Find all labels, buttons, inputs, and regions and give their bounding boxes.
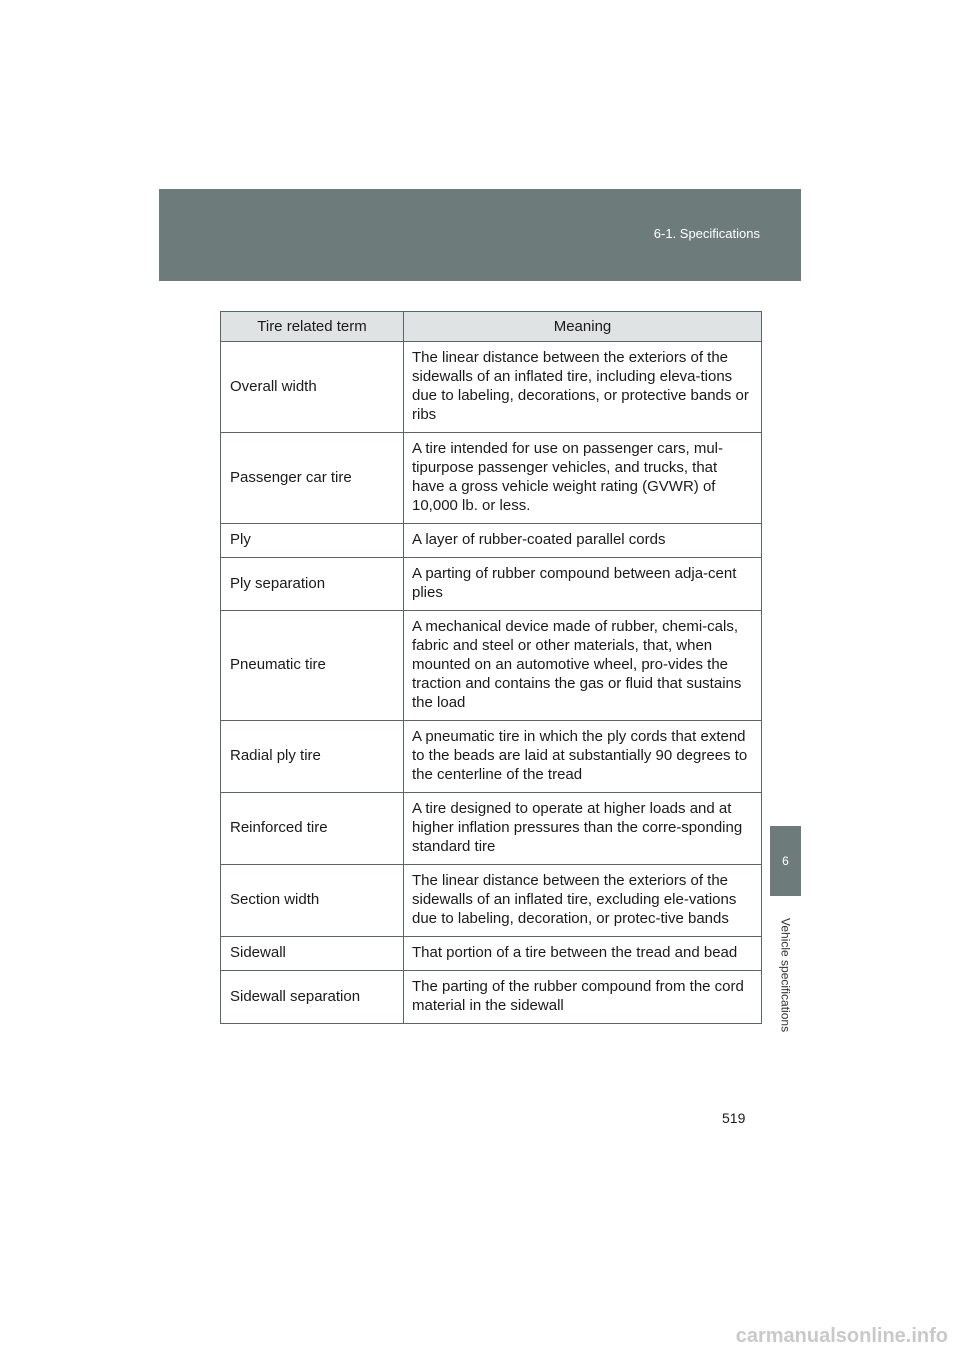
term-cell: Pneumatic tire — [221, 611, 404, 721]
chapter-label: Vehicle specifications — [778, 917, 793, 1033]
table-row — [221, 721, 762, 793]
term-cell: Section width — [221, 865, 404, 937]
term-cell: Ply separation — [221, 558, 404, 611]
term-cell: Radial ply tire — [221, 721, 404, 793]
meaning-cell: A layer of rubber-coated parallel cords — [404, 524, 762, 558]
table-row — [221, 558, 762, 611]
term-cell: Reinforced tire — [221, 793, 404, 865]
table-row — [221, 433, 762, 524]
section-title: 6-1. Specifications — [653, 226, 760, 241]
term-cell: Sidewall separation — [221, 971, 404, 1024]
table-row — [221, 971, 762, 1024]
term-cell: Ply — [221, 524, 404, 558]
meaning-cell: The linear distance between the exteriors of the sidewalls of an inflated tire, excluding ele-vations due to labeling, decoration, or protec-tive bands — [404, 865, 762, 937]
meaning-cell: That portion of a tire between the tread and bead — [404, 937, 762, 971]
header-band — [159, 189, 801, 281]
watermark: carmanualsonline.info — [735, 1325, 948, 1347]
table-row — [221, 611, 762, 721]
term-cell: Passenger car tire — [221, 433, 404, 524]
table-header-row — [221, 312, 762, 342]
meaning-cell: The parting of the rubber compound from the cord material in the sidewall — [404, 971, 762, 1024]
chapter-label-container — [770, 900, 801, 1050]
term-cell: Sidewall — [221, 937, 404, 971]
meaning-cell: The linear distance between the exteriors of the sidewalls of an inflated tire, including eleva-tions due to labeling, decorations, or protective bands or ribs — [404, 342, 762, 433]
tire-terms-table — [220, 311, 762, 1024]
term-cell: Overall width — [221, 342, 404, 433]
page-number: 519 — [722, 1110, 746, 1126]
table-row — [221, 793, 762, 865]
column-header-term: Tire related term — [221, 312, 404, 342]
table-row — [221, 524, 762, 558]
meaning-cell: A tire intended for use on passenger cars, mul-tipurpose passenger vehicles, and trucks, that have a gross vehicle weight rating (GVWR) of 10,000 lb. or less. — [404, 433, 762, 524]
chapter-tab — [770, 826, 801, 896]
column-header-meaning: Meaning — [404, 312, 762, 342]
table-row — [221, 342, 762, 433]
table-row — [221, 937, 762, 971]
chapter-number: 6 — [782, 854, 789, 868]
meaning-cell: A mechanical device made of rubber, chemi-cals, fabric and steel or other materials, that, when mounted on an automotive wheel, pro-vides the traction and contains the gas or fluid that sustains the load — [404, 611, 762, 721]
meaning-cell: A tire designed to operate at higher loads and at higher inflation pressures than the corre-sponding standard tire — [404, 793, 762, 865]
meaning-cell: A pneumatic tire in which the ply cords that extend to the beads are laid at substantially 90 degrees to the centerline of the tread — [404, 721, 762, 793]
table-row — [221, 865, 762, 937]
meaning-cell: A parting of rubber compound between adja-cent plies — [404, 558, 762, 611]
